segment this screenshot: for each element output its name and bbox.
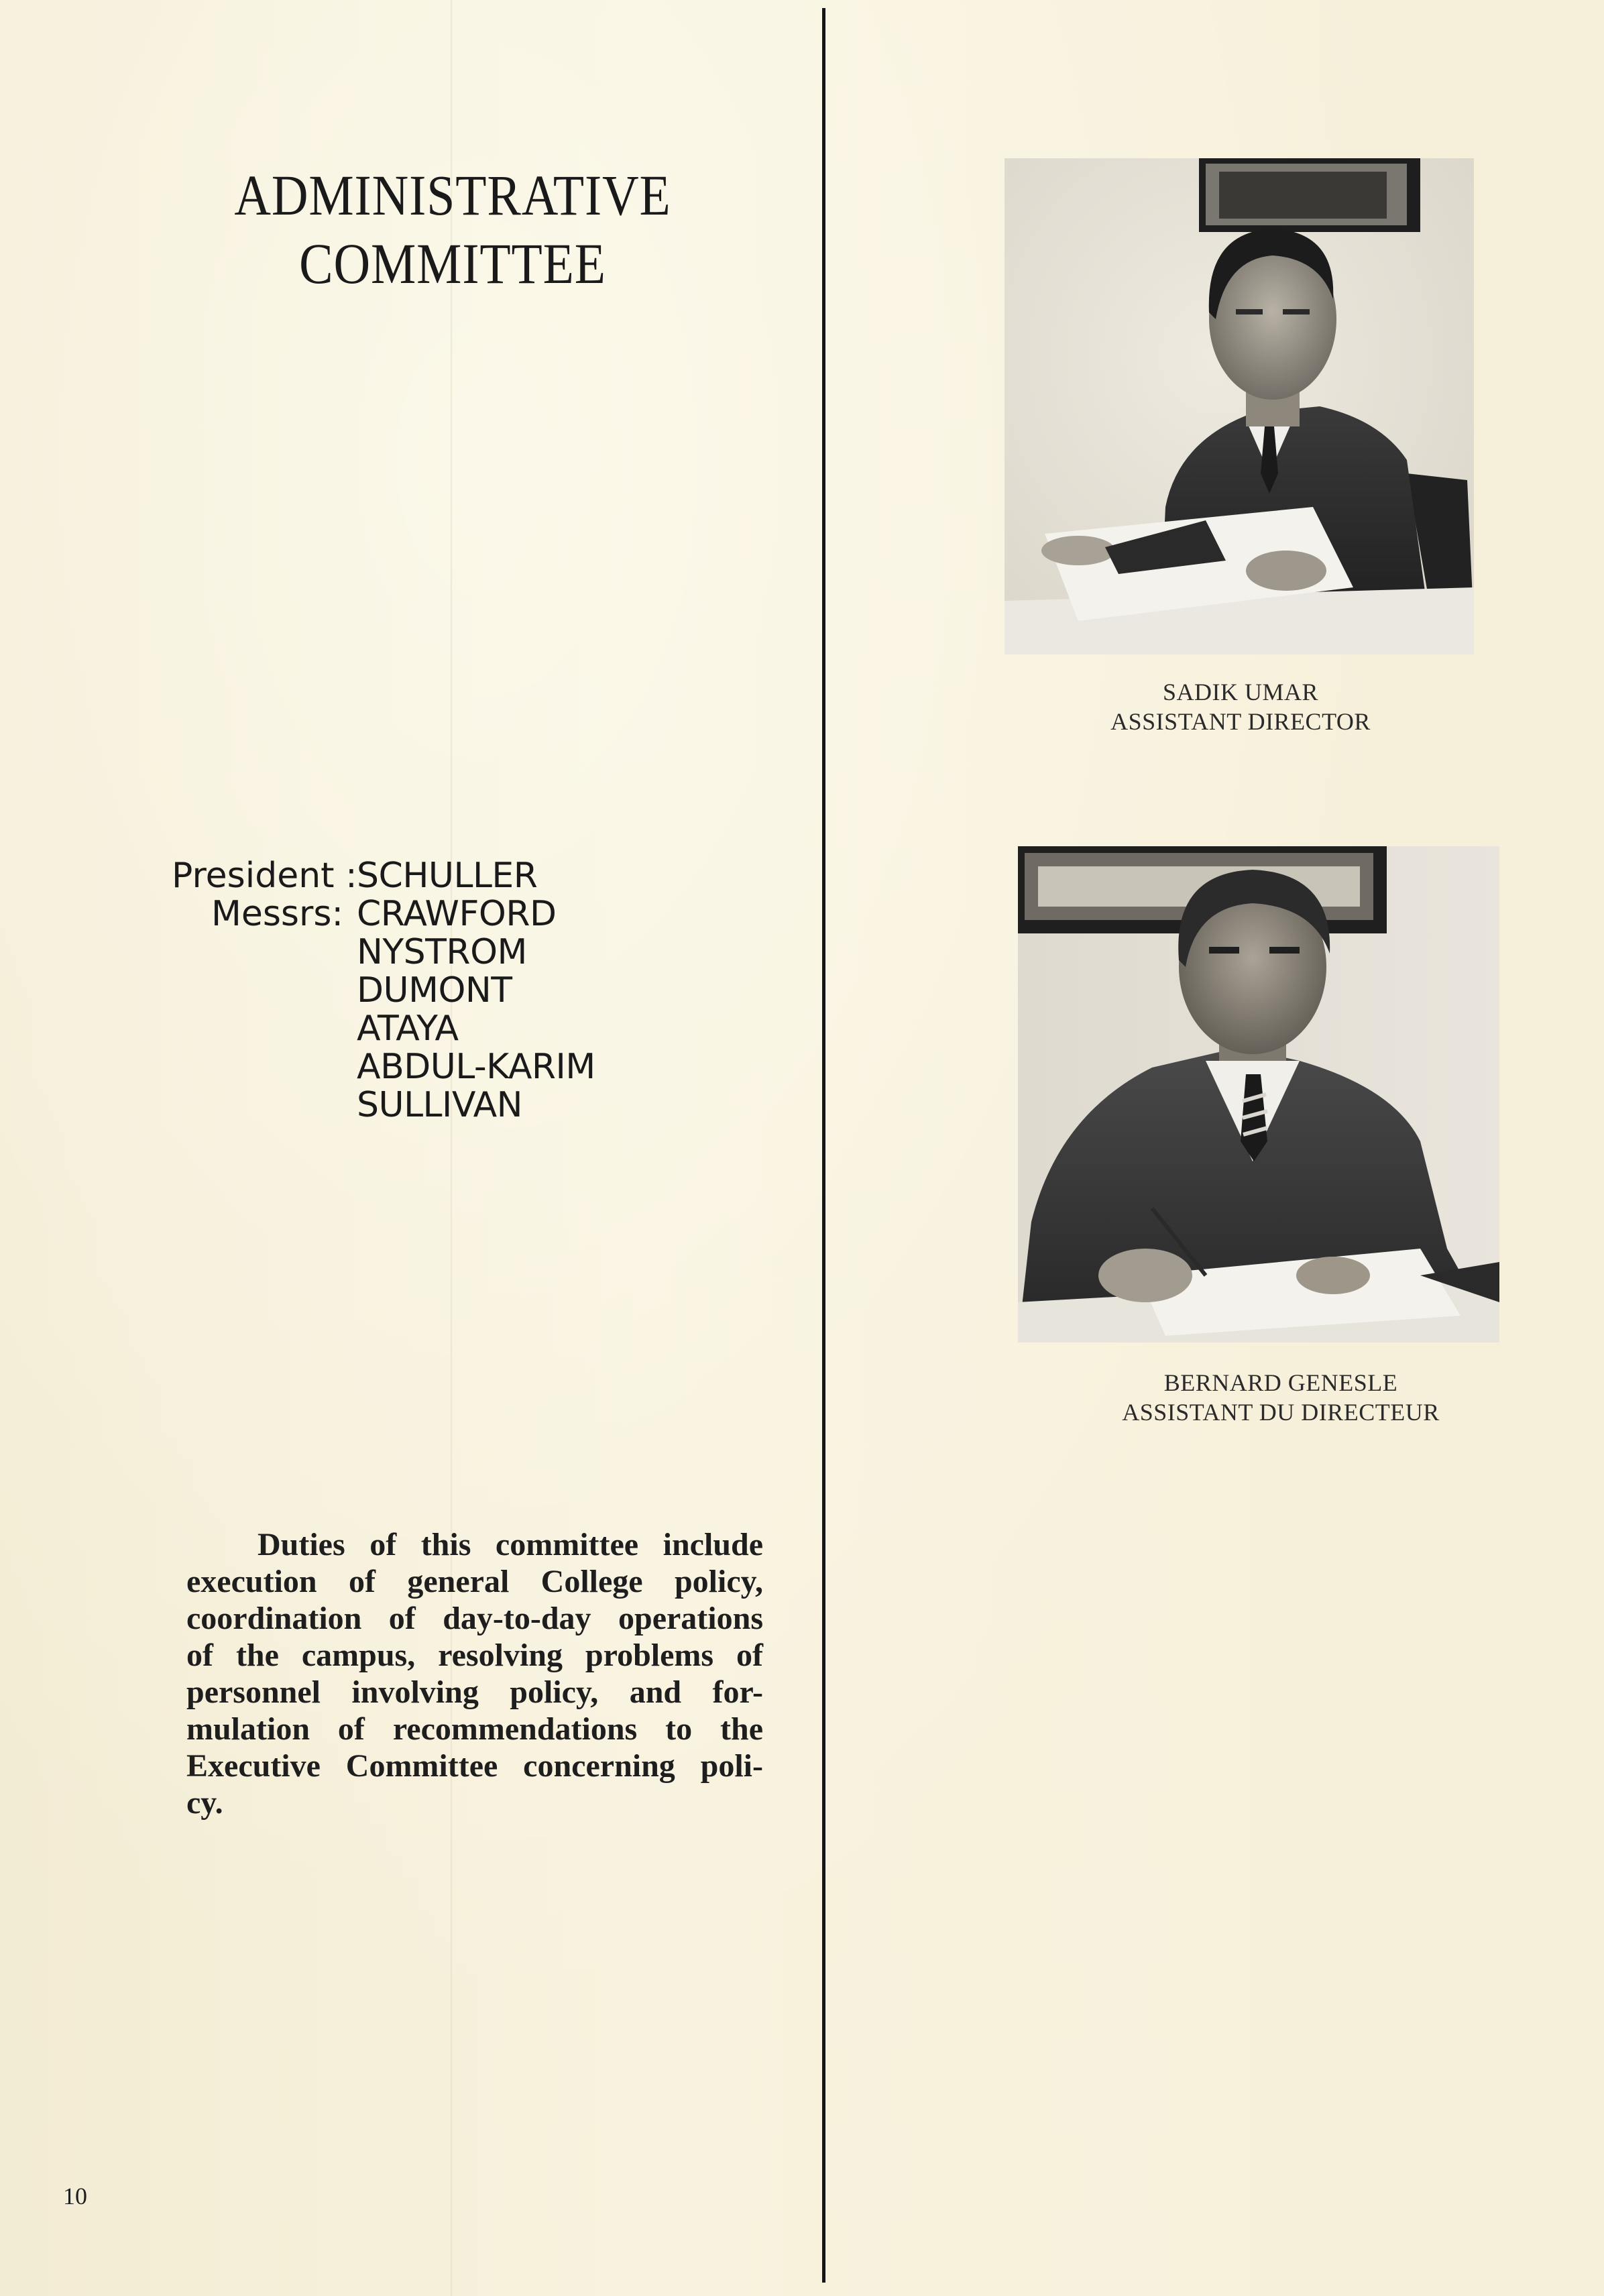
- page-number: 10: [63, 2183, 87, 2209]
- portrait-caption-1: [1033, 677, 1448, 736]
- portrait-name: BERNARD GENESLE: [1163, 1369, 1398, 1396]
- title-line-1: ADMINISTRATIVE: [234, 163, 671, 227]
- portrait-role: ASSISTANT DIRECTOR: [1110, 708, 1371, 735]
- member-name: NYSTROM: [357, 932, 527, 972]
- member-row: [172, 1010, 595, 1048]
- president-row: [172, 857, 595, 895]
- duties-line: of the campus, resolving problems of: [186, 1638, 763, 1673]
- title-line-2: COMMITTEE: [299, 231, 606, 296]
- duties-line: Duties of this committee include: [257, 1527, 763, 1562]
- president-name: SCHULLER: [357, 856, 538, 896]
- member-row: [172, 895, 595, 933]
- duties-line: execution of general College policy,: [186, 1564, 763, 1599]
- member-row: [172, 972, 595, 1010]
- member-name: ATAYA: [357, 1009, 459, 1049]
- member-name: ABDUL-KARIM: [357, 1047, 595, 1087]
- member-name: SULLIVAN: [357, 1085, 523, 1125]
- page-title: [149, 161, 756, 298]
- portrait-role: ASSISTANT DU DIRECTEUR: [1122, 1399, 1440, 1426]
- paper-fold: [451, 0, 452, 2296]
- member-row: [172, 1048, 595, 1086]
- duties-line: coordination of day-to-day operations: [186, 1601, 763, 1636]
- member-name: DUMONT: [357, 970, 512, 1011]
- member-row: [172, 1086, 595, 1125]
- portrait-photo-1: [1005, 158, 1474, 654]
- committee-list: [172, 857, 595, 1125]
- portrait-caption-2: [1033, 1368, 1529, 1427]
- duties-line: mulation of recommendations to the: [186, 1711, 763, 1747]
- member-name: CRAWFORD: [357, 894, 557, 934]
- president-label: President :: [172, 856, 357, 896]
- portrait-name: SADIK UMAR: [1162, 679, 1319, 705]
- messrs-label: Messrs:: [211, 894, 343, 934]
- duties-line: cy.: [186, 1785, 223, 1821]
- duties-line: personnel involving policy, and for-: [186, 1674, 763, 1710]
- member-row: [172, 933, 595, 972]
- duties-line: Executive Committee concerning poli-: [186, 1748, 763, 1784]
- duties-paragraph: [186, 1526, 763, 1821]
- portrait-photo-2: [1018, 846, 1499, 1342]
- center-divider: [822, 8, 825, 2283]
